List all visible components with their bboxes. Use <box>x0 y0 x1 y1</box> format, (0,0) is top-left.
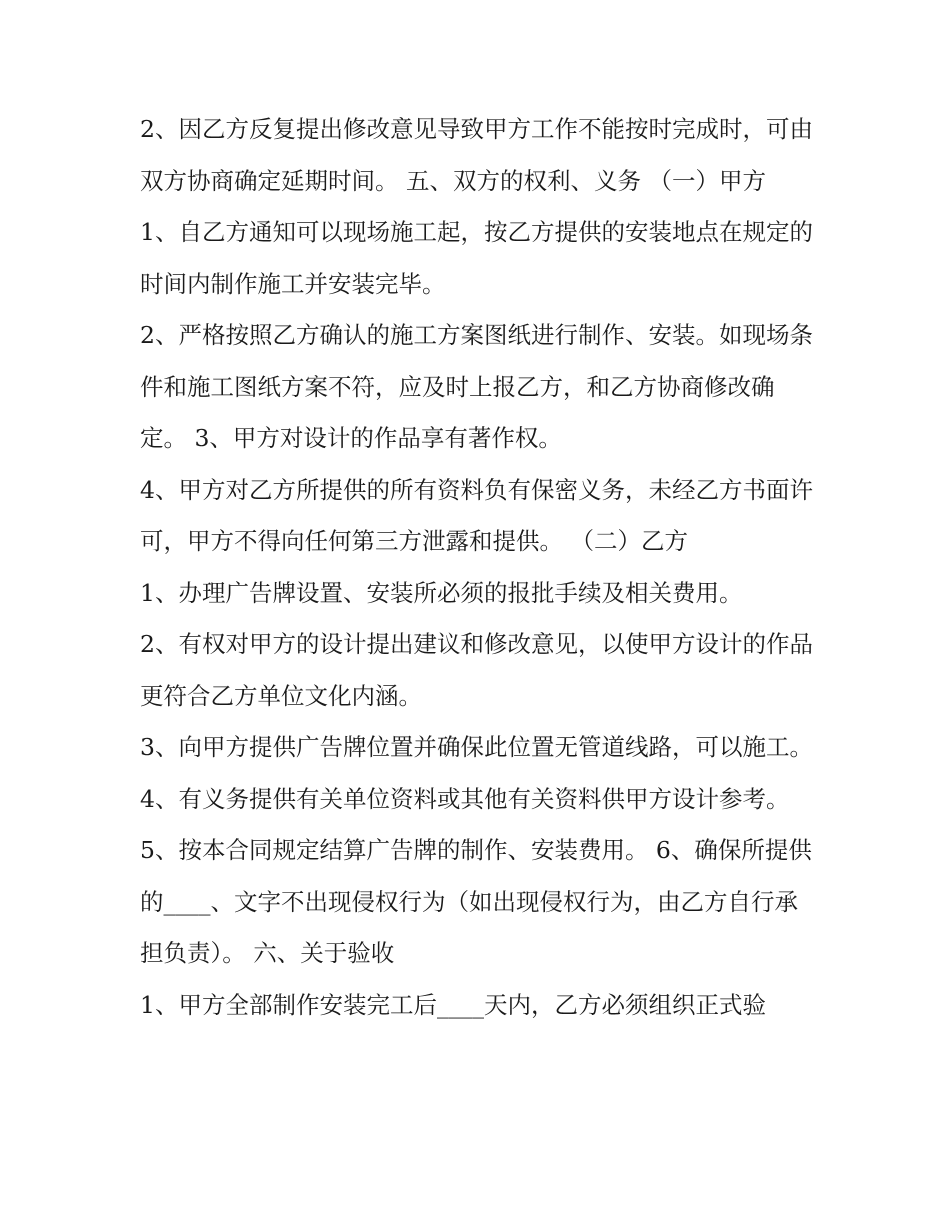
paragraph-party-b-item-2: 2、有权对甲方的设计提出建议和修改意见，以使甲方设计的作品更符合乙方单位文化内涵。 <box>140 630 813 710</box>
paragraph-party-b-item-1: 1、办理广告牌设置、安装所必须的报批手续及相关费用。 <box>140 578 743 607</box>
paragraph-party-a-item-1: 1、自乙方通知可以现场施工起，按乙方提供的安装地点在规定的时间内制作施工并安装完毕。 <box>140 218 813 298</box>
paragraph-party-b-item-5-6: 5、按本合同规定结算广告牌的制作、安装费用。 6、确保所提供的____、文字不出现侵权行为（如出现侵权行为，由乙方自行承担负责）。 六、关于验收 <box>140 836 812 967</box>
paragraph-party-a-item-4: 4、甲方对乙方所提供的所有资料负有保密义务，未经乙方书面许可，甲方不得向任何第三方泄露和提供。 （二）乙方 <box>140 475 813 555</box>
paragraph-party-a-item-2-3: 2、严格按照乙方确认的施工方案图纸进行制作、安装。如现场条件和施工图纸方案不符，应及时上报乙方，和乙方协商修改确定。 3、甲方对设计的作品享有著作权。 <box>140 321 813 452</box>
document-body <box>140 104 820 1031</box>
paragraph-acceptance-item-1: 1、甲方全部制作安装完工后____天内，乙方必须组织正式验 <box>140 990 766 1019</box>
paragraph-delay-clause: 2、因乙方反复提出修改意见导致甲方工作不能按时完成时，可由双方协商确定延期时间。 五、双方的权利、义务 （一）甲方 <box>140 115 813 195</box>
paragraph-party-b-item-3-4: 3、向甲方提供广告牌位置并确保此位置无管道线路，可以施工。 4、有义务提供有关单位资料或其他有关资料供甲方设计参考。 <box>140 733 821 813</box>
